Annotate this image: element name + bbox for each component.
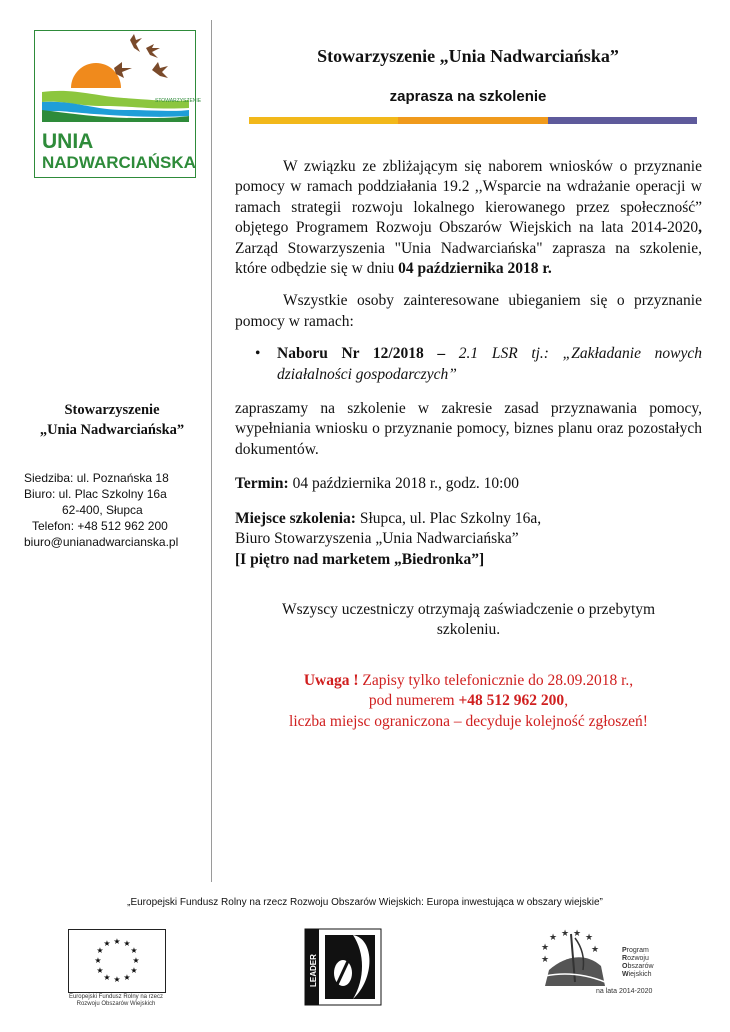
- color-bar-orange: [398, 117, 547, 124]
- termin-label: Termin:: [235, 475, 289, 493]
- intro-text-2: Zarząd Stowarzyszenia "Unia Nadwarciańska" zaprasza na szkolenie, które odbędzie się w dniu: [235, 239, 702, 278]
- prow-cap-1: P: [622, 947, 627, 954]
- contact-city: 62-400, Słupca: [62, 503, 143, 517]
- logo-line2: NADWARCIAŃSKA: [42, 153, 196, 172]
- location-line3: [I piętro nad marketem „Biedronka”]: [235, 550, 485, 568]
- contact-email[interactable]: biuro@unianadwarcianska.pl: [24, 535, 179, 549]
- svg-text:★: ★: [560, 929, 570, 939]
- notice-phone: +48 512 962 200: [458, 692, 565, 710]
- termin-line: [235, 474, 702, 494]
- contact-seat: Siedziba: ul. Poznańska 18: [24, 471, 169, 485]
- logo-small-label: STOWARZYSZENIE: [155, 98, 202, 104]
- prow-years: na lata 2014-2020: [596, 988, 653, 995]
- svg-text:★: ★: [590, 945, 600, 955]
- svg-text:★: ★: [96, 966, 104, 975]
- svg-text:★: ★: [130, 946, 138, 955]
- bullet-text: [277, 344, 702, 385]
- sidebar-name-line1: Stowarzyszenie: [64, 402, 160, 418]
- notice-text3: ,: [564, 692, 569, 710]
- sidebar-contact: [24, 470, 204, 550]
- svg-text:★: ★: [130, 966, 138, 975]
- unia-nadwarcianska-logo: [34, 30, 202, 178]
- location-block: [235, 509, 702, 570]
- location-line2: Biuro Stowarzyszenia „Unia Nadwarciańska”: [235, 530, 519, 548]
- logo-graphic: [34, 30, 202, 178]
- intro-date: 04 października 2018 r.: [398, 260, 552, 278]
- svg-text:★: ★: [123, 973, 131, 982]
- svg-text:★: ★: [96, 946, 104, 955]
- header-title: Stowarzyszenie „Unia Nadwarciańska”: [317, 46, 619, 66]
- svg-text:★: ★: [94, 956, 102, 965]
- contact-phone: Telefon: +48 512 962 200: [32, 519, 168, 533]
- location-value: Słupca, ul. Plac Szkolny 16a,: [355, 509, 542, 527]
- prow-rest-3: bszarów: [627, 963, 654, 970]
- invite-paragraph: zapraszamy na szkolenie w zakresie zasad przyznawania pomocy, wypełniania wniosku o przyznanie pomocy, biznes planu oraz pozostałych dokumentów.: [235, 400, 702, 458]
- svg-text:★: ★: [548, 933, 558, 943]
- bullet-item: [255, 344, 702, 385]
- eu-stars-graphic: [69, 930, 165, 992]
- notice-block: [235, 671, 702, 732]
- sidebar-name-line2: „Unia Nadwarciańska”: [39, 422, 185, 438]
- prow-cap-2: R: [622, 955, 628, 962]
- svg-text:★: ★: [113, 937, 121, 946]
- audience-paragraph: Wszystkie osoby zainteresowane ubieganiem się o przyznanie pomocy w ramach:: [235, 292, 702, 330]
- eu-flag-icon: [68, 929, 166, 993]
- notice-text4: liczba miejsc ograniczona – decyduje kolejność zgłoszeń!: [289, 712, 648, 730]
- notice-label: Uwaga !: [303, 671, 359, 689]
- leader-label: LEADER: [309, 954, 318, 987]
- prow-rest-2: ozwoju: [627, 955, 649, 962]
- footer-caption: „Europejski Fundusz Rolny na rzecz Rozwoju Obszarów Wiejskich: Europa inwestująca w obszary wiejskie”: [127, 897, 603, 908]
- termin-value: 04 października 2018 r., godz. 10:00: [288, 475, 519, 493]
- prow-cap-3: O: [622, 963, 628, 970]
- svg-text:★: ★: [103, 939, 111, 948]
- prow-rest-1: rogram: [626, 947, 649, 954]
- header-subtitle: zaprasza na szkolenie: [389, 88, 547, 105]
- intro-comma: ,: [698, 219, 702, 237]
- eu-caption: Europejski Fundusz Rolny na rzecz Rozwoju Obszarów Wiejskich: [68, 994, 164, 1007]
- prow-cap-4: W: [622, 971, 629, 978]
- prow-text: [622, 947, 702, 979]
- svg-text:★: ★: [132, 956, 140, 965]
- svg-text:★: ★: [540, 955, 550, 965]
- bullet-italic: 2.1 LSR tj.: „Zakładanie nowych działalności gospodarczych”: [277, 345, 702, 383]
- contact-office: Biuro: ul. Plac Szkolny 16a: [24, 487, 167, 501]
- svg-text:★: ★: [103, 973, 111, 982]
- leader-logo-icon: [305, 929, 381, 1005]
- location-label: Miejsce szkolenia:: [235, 509, 356, 527]
- color-bars: [249, 117, 697, 124]
- vertical-divider: [211, 20, 212, 882]
- intro-paragraph: [235, 157, 702, 279]
- svg-text:★: ★: [572, 929, 582, 939]
- logo-line1: UNIA: [42, 130, 94, 153]
- svg-text:★: ★: [540, 943, 550, 953]
- notice-text1: Zapisy tylko telefonicznie do 28.09.2018 r.,: [358, 671, 634, 689]
- color-bar-purple: [548, 117, 697, 124]
- prow-rest-4: iejskich: [628, 971, 652, 978]
- certificate-info: Wszyscy uczestniczy otrzymają zaświadczenie o przebytym szkoleniu.: [281, 600, 656, 639]
- color-bar-yellow: [249, 117, 398, 124]
- sidebar-org-name: [24, 400, 200, 440]
- svg-text:★: ★: [123, 939, 131, 948]
- leader-graphic: [305, 929, 381, 1005]
- svg-text:★: ★: [584, 933, 594, 943]
- svg-text:★: ★: [113, 975, 121, 984]
- bullet-bold: Naboru Nr 12/2018 –: [277, 345, 446, 363]
- bullet-icon: •: [255, 345, 261, 363]
- main-content: [235, 157, 702, 732]
- intro-text: W związku ze zbliżającym się naborem wniosków o przyznanie pomocy w ramach poddziałania 19.2 ,,Wsparcie na wdrażanie operacji w ramach strategii rozwoju lokalnego kierowanego przez społeczność” objętego Programem Rozwoju Obszarów Wiejskich na lata 2014-2020: [235, 158, 702, 237]
- notice-text2: pod numerem: [368, 692, 459, 710]
